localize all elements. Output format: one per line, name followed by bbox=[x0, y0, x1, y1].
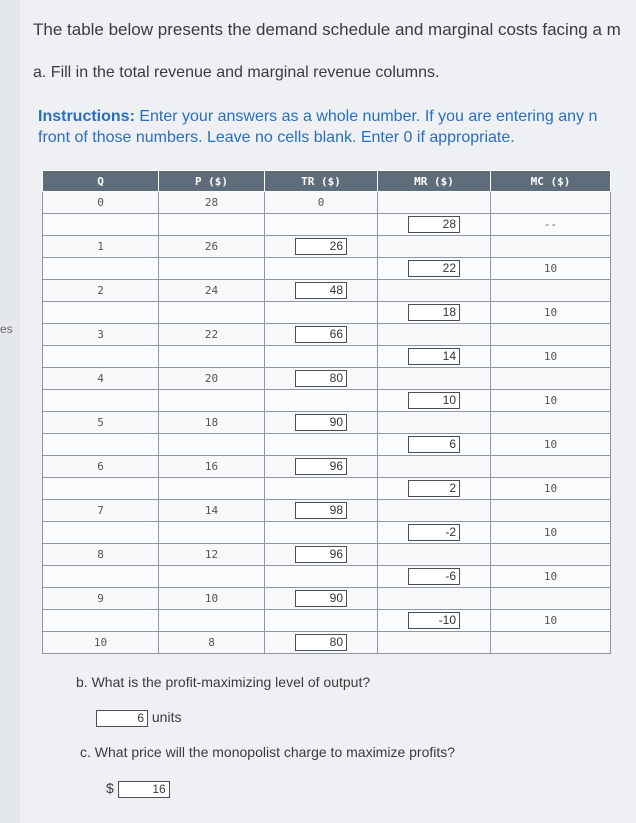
q-cell: 1 bbox=[43, 236, 159, 258]
price-cell-empty bbox=[159, 214, 265, 236]
table-row bbox=[43, 236, 611, 258]
tr-cell-empty bbox=[265, 478, 378, 500]
table-row bbox=[43, 324, 611, 346]
mc-cell-empty bbox=[491, 368, 611, 390]
mr-cell-empty bbox=[378, 500, 491, 522]
mr-input[interactable]: 14 bbox=[408, 348, 460, 365]
mc-cell: 10 bbox=[491, 390, 611, 412]
tr-cell bbox=[265, 368, 378, 390]
mc-cell-empty bbox=[491, 280, 611, 302]
tr-cell-empty bbox=[265, 346, 378, 368]
mc-cell-empty bbox=[491, 500, 611, 522]
table-row bbox=[43, 192, 611, 214]
mr-cell bbox=[378, 258, 491, 280]
mc-cell-empty bbox=[491, 544, 611, 566]
table-row bbox=[43, 302, 611, 324]
header-mc: MC ($) bbox=[491, 171, 611, 192]
mc-cell: 10 bbox=[491, 302, 611, 324]
mc-cell-empty bbox=[491, 236, 611, 258]
mr-cell-empty bbox=[378, 588, 491, 610]
mr-cell-empty bbox=[378, 456, 491, 478]
mr-cell-empty bbox=[378, 368, 491, 390]
q-cell: 10 bbox=[43, 632, 159, 654]
price-cell-empty bbox=[159, 346, 265, 368]
price-cell-empty bbox=[159, 566, 265, 588]
tr-cell-empty bbox=[265, 566, 378, 588]
header-tr: TR ($) bbox=[265, 171, 378, 192]
header-mr: MR ($) bbox=[378, 171, 491, 192]
mc-cell-empty bbox=[491, 456, 611, 478]
price-cell-empty bbox=[159, 522, 265, 544]
price-cell: 14 bbox=[159, 500, 265, 522]
table-row bbox=[43, 610, 611, 632]
mr-cell bbox=[378, 346, 491, 368]
tr-cell-empty bbox=[265, 522, 378, 544]
table-row bbox=[43, 368, 611, 390]
mr-cell bbox=[378, 566, 491, 588]
price-cell-empty bbox=[159, 258, 265, 280]
mr-input[interactable]: 28 bbox=[408, 216, 460, 233]
table-row bbox=[43, 566, 611, 588]
mr-cell bbox=[378, 302, 491, 324]
tr-cell bbox=[265, 632, 378, 654]
q-cell-empty bbox=[43, 478, 159, 500]
q-cell: 4 bbox=[43, 368, 159, 390]
question-intro: The table below presents the demand schedule and marginal costs facing a m bbox=[33, 20, 621, 39]
tr-input[interactable]: 26 bbox=[295, 238, 347, 255]
mr-input[interactable]: -10 bbox=[408, 612, 460, 629]
mr-cell-empty bbox=[378, 324, 491, 346]
tr-cell bbox=[265, 456, 378, 478]
output-unit: units bbox=[151, 709, 182, 725]
tr-cell bbox=[265, 588, 378, 610]
part-a-prompt: a. Fill in the total revenue and marginal revenue columns. bbox=[33, 64, 440, 81]
mr-cell-empty bbox=[378, 280, 491, 302]
tr-input[interactable]: 96 bbox=[295, 458, 347, 475]
price-cell: 24 bbox=[159, 280, 265, 302]
price-cell-empty bbox=[159, 434, 265, 456]
mc-cell-empty bbox=[491, 588, 611, 610]
tr-input[interactable]: 96 bbox=[295, 546, 347, 563]
currency-symbol: $ bbox=[106, 780, 114, 796]
mc-cell-empty bbox=[491, 324, 611, 346]
header-price: P ($) bbox=[159, 171, 265, 192]
price-answer-input[interactable]: 16 bbox=[118, 781, 170, 798]
mr-input[interactable]: -2 bbox=[408, 524, 460, 541]
mr-input[interactable]: 6 bbox=[408, 436, 460, 453]
mc-cell: 10 bbox=[491, 610, 611, 632]
price-cell-empty bbox=[159, 302, 265, 324]
table-row bbox=[43, 346, 611, 368]
price-cell: 18 bbox=[159, 412, 265, 434]
mr-input[interactable]: 10 bbox=[408, 392, 460, 409]
tr-cell-empty bbox=[265, 302, 378, 324]
q-cell-empty bbox=[43, 610, 159, 632]
q-cell: 3 bbox=[43, 324, 159, 346]
table-row bbox=[43, 214, 611, 236]
mr-cell bbox=[378, 478, 491, 500]
part-b-prompt: b. What is the profit-maximizing level of output? bbox=[76, 674, 371, 690]
tr-cell-empty bbox=[265, 390, 378, 412]
mc-cell: 10 bbox=[491, 478, 611, 500]
q-cell-empty bbox=[43, 302, 159, 324]
q-cell: 7 bbox=[43, 500, 159, 522]
tr-cell-empty bbox=[265, 434, 378, 456]
mr-cell bbox=[378, 610, 491, 632]
question-panel bbox=[20, 0, 636, 823]
price-cell: 8 bbox=[159, 632, 265, 654]
mc-cell: -- bbox=[491, 214, 611, 236]
mr-cell bbox=[378, 390, 491, 412]
price-cell-empty bbox=[159, 610, 265, 632]
mc-cell: 10 bbox=[491, 566, 611, 588]
table-header-row bbox=[43, 171, 611, 192]
q-cell: 9 bbox=[43, 588, 159, 610]
mr-cell bbox=[378, 522, 491, 544]
part-b-answer bbox=[96, 709, 181, 727]
demand-schedule-table bbox=[42, 170, 611, 654]
q-cell: 0 bbox=[43, 192, 159, 214]
tr-cell bbox=[265, 544, 378, 566]
table-row bbox=[43, 390, 611, 412]
table-row bbox=[43, 522, 611, 544]
tr-input[interactable]: 66 bbox=[295, 326, 347, 343]
price-cell-empty bbox=[159, 390, 265, 412]
tr-cell bbox=[265, 412, 378, 434]
mr-cell-empty bbox=[378, 236, 491, 258]
price-cell: 22 bbox=[159, 324, 265, 346]
tr-cell-empty bbox=[265, 258, 378, 280]
q-cell-empty bbox=[43, 434, 159, 456]
q-cell-empty bbox=[43, 258, 159, 280]
q-cell-empty bbox=[43, 214, 159, 236]
part-c-prompt: c. What price will the monopolist charge to maximize profits? bbox=[80, 744, 456, 760]
instructions-label: Instructions: bbox=[38, 108, 135, 125]
mc-cell: 10 bbox=[491, 434, 611, 456]
tr-input[interactable]: 48 bbox=[295, 282, 347, 299]
mr-input[interactable]: -6 bbox=[408, 568, 460, 585]
mr-cell bbox=[378, 434, 491, 456]
instructions-line1: Enter your answers as a whole number. If you are entering any n bbox=[134, 108, 598, 125]
tr-cell-empty bbox=[265, 214, 378, 236]
q-cell-empty bbox=[43, 346, 159, 368]
mr-cell-empty bbox=[378, 192, 491, 214]
part-c-answer bbox=[106, 780, 170, 798]
table-row bbox=[43, 258, 611, 280]
q-cell: 2 bbox=[43, 280, 159, 302]
table-row bbox=[43, 500, 611, 522]
q-cell-empty bbox=[43, 522, 159, 544]
mr-cell-empty bbox=[378, 632, 491, 654]
instructions-line2: front of those numbers. Leave no cells blank. Enter 0 if appropriate. bbox=[38, 129, 515, 146]
table-row bbox=[43, 456, 611, 478]
q-cell-empty bbox=[43, 390, 159, 412]
table-row bbox=[43, 412, 611, 434]
price-cell: 20 bbox=[159, 368, 265, 390]
tr-cell-empty bbox=[265, 610, 378, 632]
instructions bbox=[38, 106, 597, 148]
output-answer-input[interactable]: 6 bbox=[96, 710, 148, 727]
price-cell: 16 bbox=[159, 456, 265, 478]
mr-cell bbox=[378, 214, 491, 236]
price-cell-empty bbox=[159, 478, 265, 500]
tr-cell bbox=[265, 500, 378, 522]
tr-input[interactable]: 90 bbox=[295, 414, 347, 431]
mr-input[interactable]: 18 bbox=[408, 304, 460, 321]
mr-cell-empty bbox=[378, 544, 491, 566]
table-row bbox=[43, 544, 611, 566]
mc-cell: 10 bbox=[491, 522, 611, 544]
tr-input[interactable]: 90 bbox=[295, 590, 347, 607]
mr-input[interactable]: 22 bbox=[408, 260, 460, 277]
price-cell: 26 bbox=[159, 236, 265, 258]
q-cell: 8 bbox=[43, 544, 159, 566]
table-row bbox=[43, 478, 611, 500]
q-cell: 6 bbox=[43, 456, 159, 478]
mc-cell-empty bbox=[491, 412, 611, 434]
edge-label: es bbox=[0, 322, 13, 336]
tr-cell bbox=[265, 324, 378, 346]
mc-cell: 10 bbox=[491, 346, 611, 368]
price-cell: 28 bbox=[159, 192, 265, 214]
tr-input[interactable]: 80 bbox=[295, 634, 347, 651]
table-row bbox=[43, 434, 611, 456]
header-q: Q bbox=[43, 171, 159, 192]
mc-cell-empty bbox=[491, 192, 611, 214]
tr-cell: 0 bbox=[265, 192, 378, 214]
q-cell: 5 bbox=[43, 412, 159, 434]
mr-input[interactable]: 2 bbox=[408, 480, 460, 497]
q-cell-empty bbox=[43, 566, 159, 588]
price-cell: 10 bbox=[159, 588, 265, 610]
tr-input[interactable]: 98 bbox=[295, 502, 347, 519]
tr-input[interactable]: 80 bbox=[295, 370, 347, 387]
price-cell: 12 bbox=[159, 544, 265, 566]
tr-cell bbox=[265, 280, 378, 302]
mc-cell-empty bbox=[491, 632, 611, 654]
table-row bbox=[43, 588, 611, 610]
tr-cell bbox=[265, 236, 378, 258]
mc-cell: 10 bbox=[491, 258, 611, 280]
table-row bbox=[43, 632, 611, 654]
mr-cell-empty bbox=[378, 412, 491, 434]
table-row bbox=[43, 280, 611, 302]
